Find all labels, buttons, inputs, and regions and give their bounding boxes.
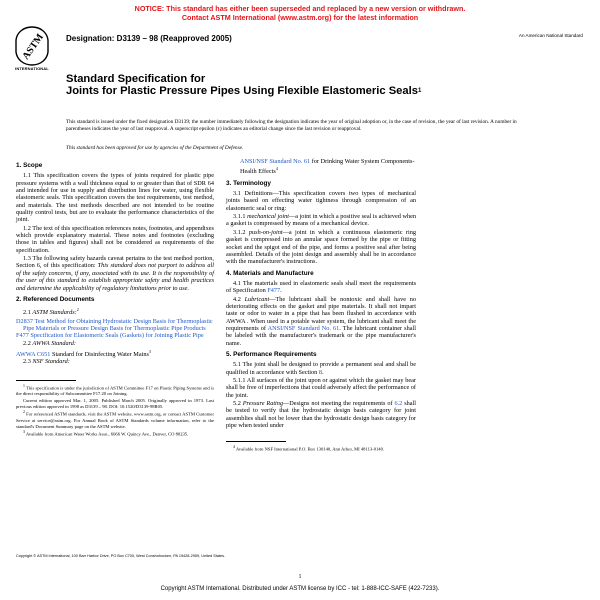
footnote-rule-right: [226, 441, 286, 442]
para-3-1: 3.1 Definitions—This specification covers two types of mechanical joints based on effecting water tightness through compression of an elastomeric seal or ring:: [226, 190, 416, 212]
para-4-1: 4.1 The materials used in elastomeric seals shall meet the requirements of Specification F477.: [226, 279, 416, 295]
para-1-3: 1.3 The following safety hazards caveat pertains to the test method portion, Section 6, of this specification: This standard does not purport to address all of the safety concerns, if any, associated with its use. It is the responsibility of the user of this standard to establish appropriate safety and health practices and determine the applicability of regulatory limitations prior to use.: [16, 255, 214, 292]
section-5-heading: 5. Performance Requirements: [226, 350, 317, 358]
svg-text:ASTM: ASTM: [20, 31, 47, 62]
d2837-link[interactable]: D2837: [16, 317, 34, 325]
para-1-1: 1.1 This specification covers the types of joints required for plastic pipe pressure systems with a wall thickness equal to or greater than that of SDR 64 and intended for use in supply and distribution lines for water, using flexible elastomeric seals. This specification covers the test requirements, test method, and materials. The test methods described are not intended to be routine quality control tests, but are to evaluate the performance characteristics of the joint.: [16, 172, 214, 224]
page-number: 1: [298, 574, 302, 580]
ref-f477: F477 Specification for Elastomeric Seals (Gaskets) for Joining Plastic Pipe: [16, 332, 204, 340]
ref-d2837: D2837 Test Method for Obtaining Hydrostatic Design Basis for Thermoplastic Pipe Materials or Pressure Design Basis for Thermoplastic Pipe Products: [16, 317, 213, 332]
para-4-2: 4.2 Lubricant—The lubricant shall be nontoxic and shall have no deteriorating effects on the gasket and pipe materials. It shall not impart taste or odor to water in a pipe that has been flushed in accordance with AWWA . When used in a potable water system, the lubricant shall meet the requirements of ANSI/NSF Standard No. 61. The lubricant container shall be labeled with the manufacturer's trademark or the pipe manufacturer's name.: [226, 295, 416, 347]
withdrawal-notice: [0, 4, 600, 22]
footnote-3: $^3$ Available from American Water Works Assn., 6666 W. Quincy Ave., Denver, CO 80235.: [23, 430, 189, 437]
para-1-2: 1.2 The text of this specification references notes, footnotes, and appendixes which provide explanatory material. These notes and footnotes (excluding those in tables and figures) shall not be considered as requirements of the specification.: [16, 224, 214, 254]
para-5-1: 5.1 The joint shall be designed to provide a permanent seal and shall be qualified in accordance with Section 8.: [226, 361, 416, 376]
title-line-1: Standard Specification for: [66, 73, 206, 85]
para-3-1-2: 3.1.2 push-on-joint—a joint in which a continuous elastomeric ring gasket is compressed into an annular space formed by the pipe or fitting socket and the spigot end of the pipe, and forms a positive seal after being assembled. Details of the joint design and assembly shall be in accordance with the manufacturer's instructions.: [226, 228, 416, 266]
para-2-1: 2.1 ASTM Standards:$^2$: [23, 307, 79, 317]
title-line-2: Joints for Plastic Pressure Pipes Using Flexible Elastomeric Seals$^1$: [66, 85, 422, 98]
right-column-visible: [226, 158, 416, 454]
ref-nsf: ANSI/NSF Standard No. 61 for Drinking Water System Components-Health Effects$^4$: [240, 158, 415, 176]
designation: Designation: D3139 – 98 (Reapproved 2005): [66, 34, 232, 43]
footer-copyright: Copyright © ASTM International, 100 Barr Harbor Drive, PO Box C700, West Conshohocken, PA 19428-2959, United States.: [16, 554, 226, 558]
section-2-heading: 2. Referenced Documents: [16, 295, 95, 303]
footnote-rule: [16, 380, 76, 381]
section-6-2-link[interactable]: 6.2: [394, 400, 403, 408]
section-1-heading: 1. Scope: [16, 162, 43, 169]
left-column: [16, 158, 214, 439]
license-line: Copyright ASTM International. Distributed under ASTM license by ICC - tel: 1-888-ICC-SAFE (422-7233).: [160, 586, 440, 592]
footnote-2: $^2$ For referenced ASTM standards, visit the ASTM website, www.astm.org, or contact ASTM Customer Service at service@astm.org. For Annual Book of ASTM Standards volume information, refer to the standard's Document Summary page on the ASTM website.: [16, 410, 214, 429]
section-8-link[interactable]: 8: [318, 368, 322, 376]
footnote-1b: Current edition approved Mar. 1, 2005. Published March 2005. Originally approved in 1973. Last previous edition approved in 1998 as D3139 – 98. DOI: 10.1520/D3139-98R05.: [16, 397, 214, 409]
para-2-3: 2.3 NSF Standard:: [23, 358, 70, 366]
nsf-link[interactable]: ANSI/NSF Standard No. 61: [240, 158, 311, 165]
para-5-1-1: 5.1.1 All surfaces of the joint upon or against which the gasket may bear shall be free of imperfections that could adversely affect the performance of the joint.: [226, 377, 416, 399]
issuance-note: This standard is issued under the fixed designation D3139; the number immediately following the designation indicates the year of original adoption or, in the case of revision, the year of last revision. A number in parentheses indicates the year of last reapproval. A superscript epsilon (ε) indicates an editorial change since the last revision or reapproval.: [66, 119, 517, 132]
american-national-standard-label: An American National Standard: [518, 33, 583, 38]
para-2-2: 2.2 AWWA Standard:: [23, 339, 76, 347]
f477-ref-link[interactable]: F477: [267, 287, 281, 295]
notice-line-1: NOTICE: This standard has either been superseded and replaced by a new version or withdrawn.: [134, 4, 466, 13]
section-4-heading: 4. Materials and Manufacture: [226, 269, 314, 277]
footnote-1: $^1$ This specification is under the jurisdiction of ASTM Committee F17 on Plastic Piping Systems and is the direct responsibility of Subcommittee F17.20 on Joining.: [16, 383, 214, 397]
awwa-link[interactable]: AWWA C651: [16, 351, 51, 359]
section-3-heading: 3. Terminology: [226, 179, 271, 187]
approval-note: This standard has been approved for use by agencies of the Department of Defense.: [66, 145, 244, 151]
ref-awwa: AWWA C651 Standard for Disinfecting Water Mains$^3$: [16, 348, 151, 359]
footnote-4: $^4$ Available from NSF International P.O. Box 130140, Ann Arbor, MI 48113-0140.: [233, 445, 385, 452]
para-3-1-1: 3.1.1 mechanical joint—a joint in which a positive seal is achieved when a gasket is compressed by means of a mechanical device.: [226, 213, 416, 228]
document-title: [66, 73, 536, 98]
nsf-ref-link[interactable]: ANSI/NSF Standard No. 61: [267, 324, 340, 332]
astm-logo-icon: [14, 26, 50, 66]
logo-caption: INTERNATIONAL: [15, 66, 49, 71]
f477-link[interactable]: F477: [16, 332, 29, 340]
para-5-2: 5.2 Pressure Rating—Designs not meeting the requirements of 6.2 shall be tested to verify that the hydrostatic design basis category for joint assemblies shall not be lower than the hydrostatic design basis category for pipe when tested under: [226, 400, 416, 430]
notice-line-2: Contact ASTM International (www.astm.org) for the latest information: [181, 13, 419, 22]
